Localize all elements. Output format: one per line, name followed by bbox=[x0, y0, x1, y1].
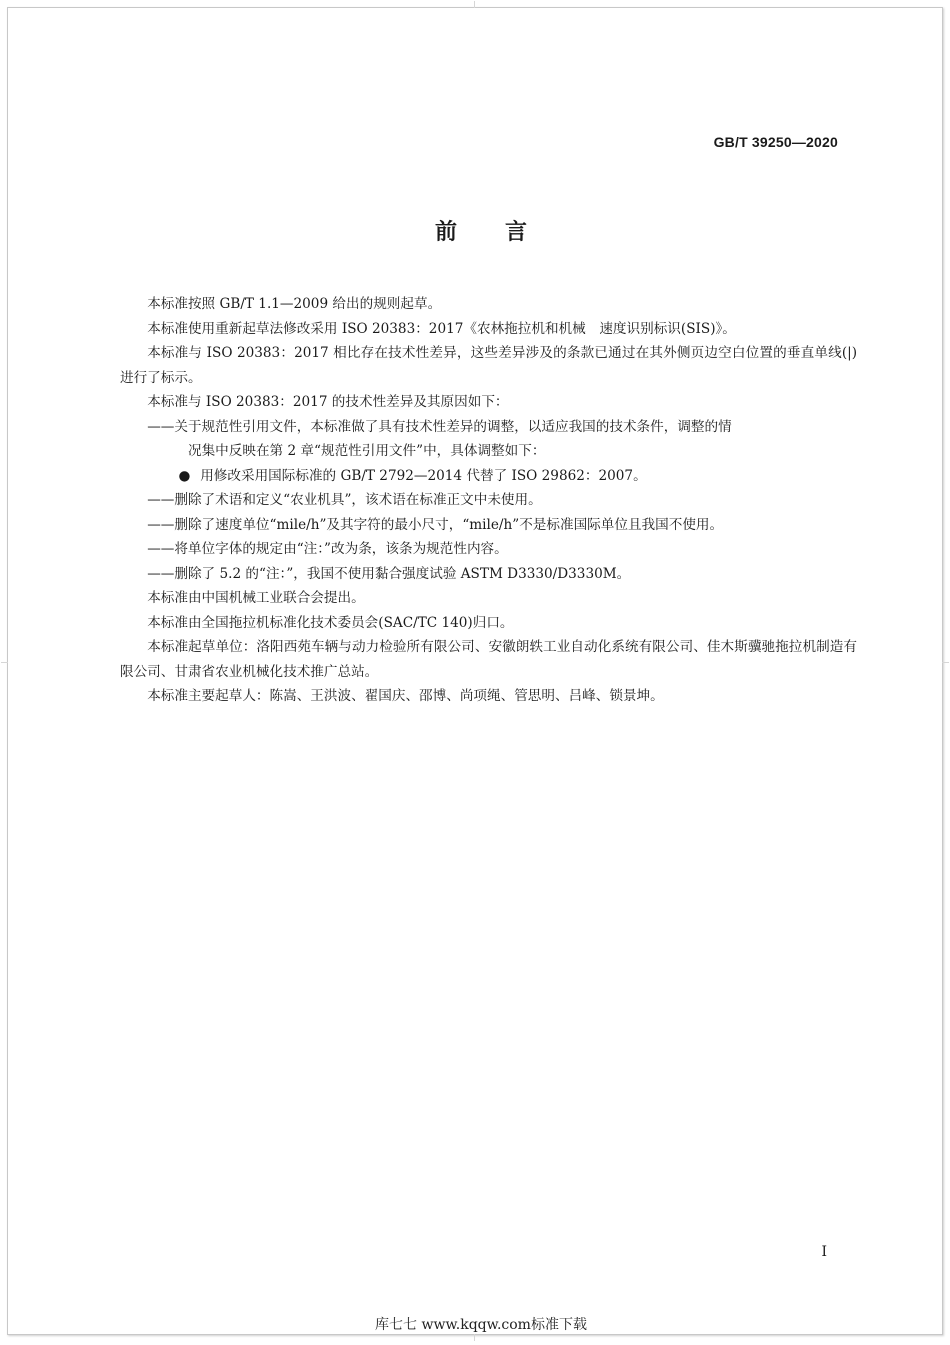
paragraph-adoption: 本标准使用重新起草法修改采用 ISO 20383：2017《农林拖拉机和机械 速度识别标识(SIS)》。 bbox=[147, 320, 736, 337]
paragraph-drafting-rules: 本标准按照 GB/T 1.1—2009 给出的规则起草。 bbox=[147, 296, 442, 312]
paragraph-differences: 本标准与 ISO 20383：2017 相比存在技术性差异，这些差异涉及的条款已通过在其外侧页边空白位置的垂直单线(|)进行了标示。 bbox=[120, 345, 857, 386]
list-item bbox=[120, 415, 857, 464]
footer-watermark: 库七七 www.kqqw.com标准下载 bbox=[375, 1317, 587, 1333]
crop-mark-bottom bbox=[474, 1334, 475, 1341]
crop-mark-left bbox=[1, 662, 8, 663]
list-item: ——将单位字体的规定由“注：”改为条，该条为规范性内容。 bbox=[147, 541, 508, 557]
bullet-icon: ● bbox=[178, 467, 191, 484]
crop-mark-top bbox=[474, 1, 475, 8]
list-item: ——删除了 5.2 的“注：”，我国不使用黏合强度试验 ASTM D3330/D3330M。 bbox=[147, 565, 631, 582]
bullet-text: 用修改采用国际标准的 GB/T 2792—2014 代替了 ISO 29862：2007。 bbox=[200, 467, 647, 484]
document-page bbox=[7, 7, 943, 1335]
crop-mark-right bbox=[942, 662, 949, 663]
paragraph-drafters: 本标准主要起草人：陈嵩、王洪波、翟国庆、邵博、尚项绳、管思明、吕峰、锁景坤。 bbox=[147, 688, 664, 704]
standard-number: GB/T 39250—2020 bbox=[713, 134, 838, 150]
list-item: ——删除了术语和定义“农业机具”，该术语在标准正文中未使用。 bbox=[147, 492, 542, 508]
paragraph-drafting-units: 本标准起草单位：洛阳西苑车辆与动力检验所有限公司、安徽朗轶工业自动化系统有限公司、佳木斯骥驰拖拉机制造有限公司、甘肃省农业机械化技术推广总站。 bbox=[120, 639, 857, 680]
list-item-continuation: 况集中反映在第 2 章“规范性引用文件”中，具体调整如下： bbox=[187, 443, 546, 459]
foreword-body bbox=[120, 292, 857, 709]
paragraph-differences-intro: 本标准与 ISO 20383：2017 的技术性差异及其原因如下： bbox=[147, 394, 509, 410]
page-title: 前言 bbox=[434, 220, 575, 245]
bullet-item bbox=[120, 464, 857, 489]
page-number: I bbox=[821, 1244, 827, 1260]
list-item-line: ——关于规范性引用文件，本标准做了具有技术性差异的调整，以适应我国的技术条件，调整的情 bbox=[147, 418, 732, 435]
list-item: ——删除了速度单位“mile/h”及其字符的最小尺寸，“mile/h”不是标准国际单位且我国不使用。 bbox=[147, 516, 724, 533]
paragraph-centralized-by: 本标准由全国拖拉机标准化技术委员会(SAC/TC 140)归口。 bbox=[147, 614, 514, 631]
paragraph-proposed-by: 本标准由中国机械工业联合会提出。 bbox=[147, 590, 365, 606]
